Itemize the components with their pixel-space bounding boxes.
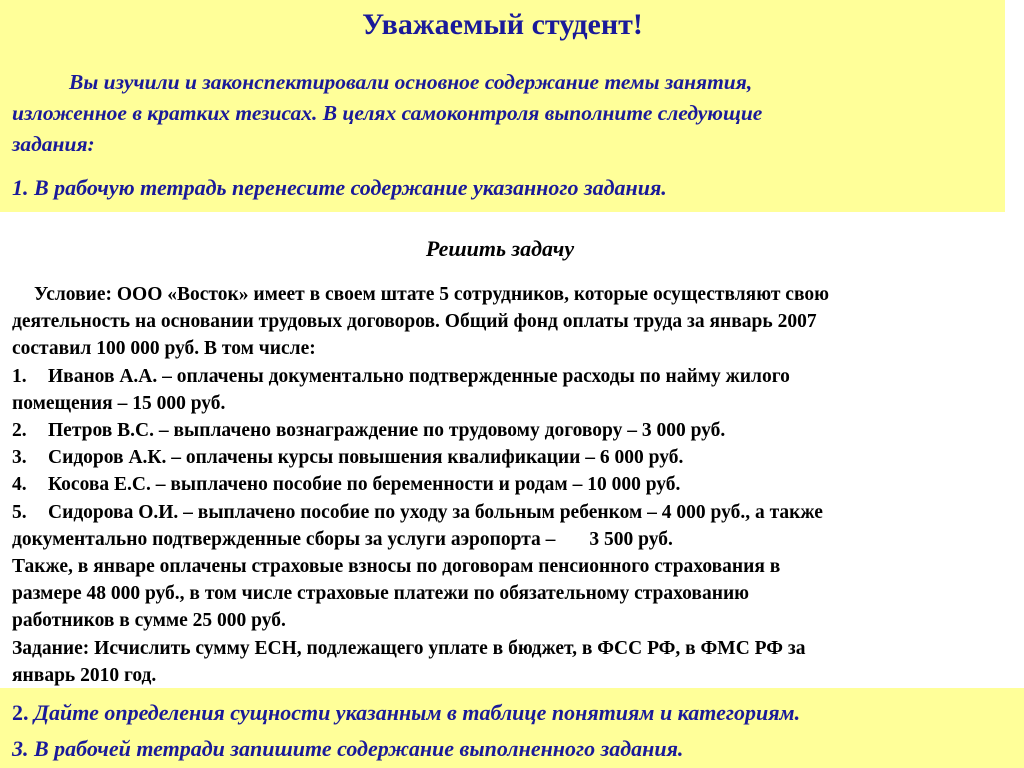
intro-line: Вы изучили и законспектировали основное содержание темы занятия, <box>69 70 753 94</box>
list-item <box>12 417 1012 444</box>
intro-line: изложенное в кратких тезисах. В целях самоконтроля выполните следующие <box>12 101 763 125</box>
insurance-line: Также, в январе оплачены страховые взносы по договорам пенсионного страхования в <box>12 556 781 578</box>
condition-line: деятельность на основании трудовых договоров. Общий фонд оплаты труда за январь 2007 <box>12 311 817 333</box>
task-2-number: 2. <box>12 700 29 725</box>
condition-line: Условие: ООО «Восток» имеет в своем штате 5 сотрудников, которые осуществляют свою <box>34 284 830 305</box>
list-item-continuation <box>12 526 1012 553</box>
list-item <box>12 499 1012 526</box>
list-item-text: Сидорова О.И. – выплачено пособие по уходу за больным ребенком – 4 000 руб., а также <box>48 501 823 523</box>
list-item-text: Петров В.С. – выплачено вознаграждение по трудовому договору – 3 000 руб. <box>48 420 726 442</box>
assignment-line: январь 2010 год. <box>12 664 157 686</box>
list-item-number: 1. <box>12 365 27 387</box>
intro-line: задания: <box>12 132 95 156</box>
insurance-line: размере 48 000 руб., в том числе страховые платежи по обязательному страхованию <box>12 583 750 605</box>
list-item-text: Иванов А.А. – оплачены документально подтвержденные расходы по найму жилого <box>48 365 790 387</box>
list-item-text: документально подтвержденные сборы за услуги аэропорта – <box>12 528 556 550</box>
list-item <box>12 471 1012 498</box>
insurance-line: работников в сумме 25 000 руб. <box>12 610 286 632</box>
list-item-text: Косова Е.С. – выплачено пособие по беременности и родам – 10 000 руб. <box>48 474 681 496</box>
list-item-amount: 3 500 руб. <box>589 528 673 550</box>
page-title: Уважаемый студент! <box>362 8 643 41</box>
problem-heading: Решить задачу <box>425 236 575 261</box>
intro-paragraph <box>12 67 1002 160</box>
task-1: 1. В рабочую тетрадь перенесите содержание указанного задания. <box>12 175 667 200</box>
list-item <box>12 444 1012 471</box>
condition-line: составил 100 000 руб. В том числе: <box>12 338 316 360</box>
list-item-continuation: помещения – 15 000 руб. <box>12 392 226 414</box>
assignment-line: Задание: Исчислить сумму ЕСН, подлежащего уплате в бюджет, в ФСС РФ, в ФМС РФ за <box>12 637 806 659</box>
task-2 <box>12 700 800 726</box>
task-2-text: Дайте определения сущности указанным в таблице понятиям и категориям. <box>28 700 801 725</box>
list-item-number: 3. <box>12 447 27 469</box>
list-item-number: 4. <box>12 474 27 496</box>
list-item-text: Сидоров А.К. – оплачены курсы повышения квалификации – 6 000 руб. <box>48 447 684 469</box>
list-item <box>12 363 1012 390</box>
list-item-number: 2. <box>12 420 27 442</box>
list-item-number: 5. <box>12 501 27 523</box>
problem-body <box>12 281 1012 689</box>
task-3: 3. В рабочей тетради запишите содержание выполненного задания. <box>12 736 684 761</box>
